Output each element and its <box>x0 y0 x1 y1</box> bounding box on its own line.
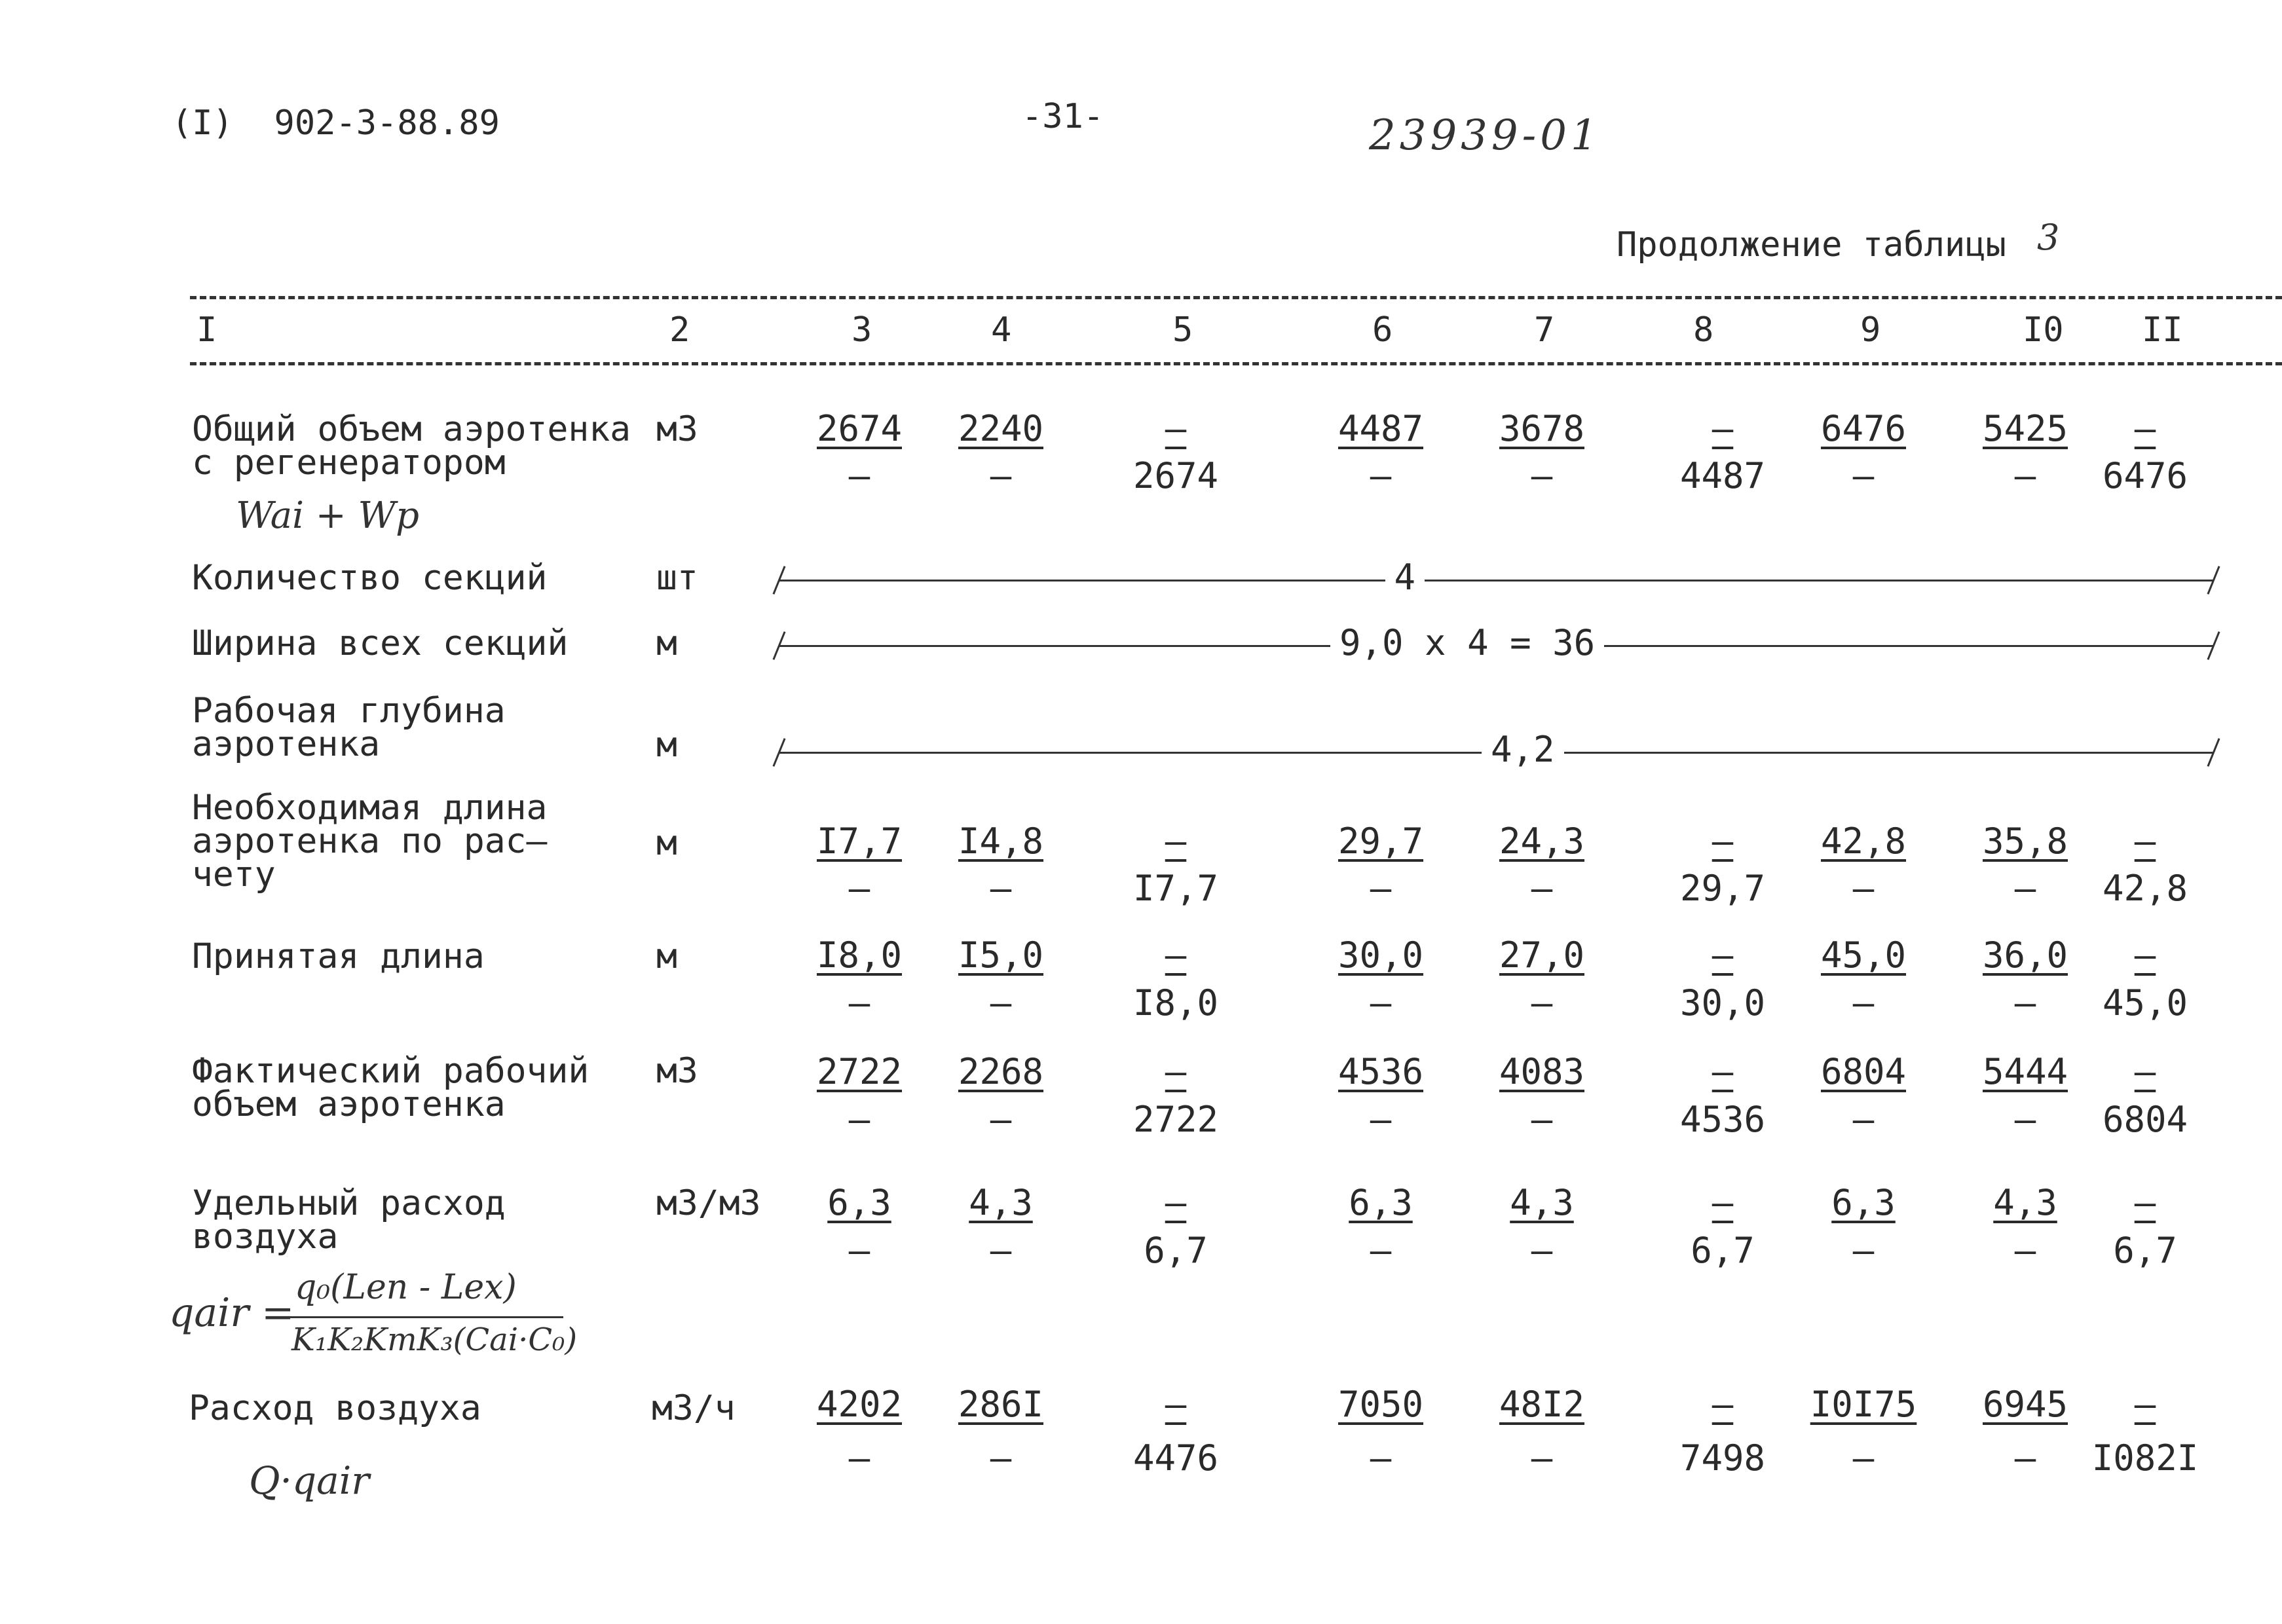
value-bottom-cell: – <box>1531 1230 1553 1271</box>
formula-numerator: q₀(Len - Lex) <box>295 1268 517 1307</box>
value-bottom-cell: – <box>848 868 870 909</box>
formula-fraction-bar <box>288 1316 563 1318</box>
value-bottom-cell: – <box>990 868 1012 909</box>
value-top-cell: 35,8 <box>1982 821 2068 862</box>
value-top-cell: – <box>1712 1051 1734 1092</box>
row-unit: шт <box>656 558 698 598</box>
value-bottom-cell: – <box>990 1437 1012 1479</box>
value-bottom-cell: I082I <box>2091 1437 2199 1479</box>
value-top-cell: 2674 <box>816 408 903 449</box>
value-top-cell: 48I2 <box>1499 1384 1585 1425</box>
value-top-cell: – <box>1165 934 1187 976</box>
value-bottom-cell: 45,0 <box>2102 982 2188 1024</box>
value-top-cell: 4536 <box>1337 1051 1424 1092</box>
value-bottom-cell: – <box>1852 1099 1875 1140</box>
continuation-number: 3 <box>2037 217 2060 258</box>
header-top-rule <box>190 296 2282 299</box>
document-code: (I) 902-3-88.89 <box>172 103 500 143</box>
value-bottom-cell: – <box>848 982 870 1024</box>
row-unit: м3/ч <box>652 1388 736 1428</box>
value-top-cell: 4487 <box>1337 408 1424 449</box>
value-bottom-cell: – <box>1370 868 1392 909</box>
value-bottom-cell: – <box>1852 982 1875 1024</box>
value-top-cell: 6,3 <box>1349 1182 1413 1223</box>
column-header-10: I0 <box>2023 310 2064 350</box>
value-bottom-cell: 2722 <box>1132 1099 1219 1140</box>
row-label: Удельный расход воздуха <box>192 1183 506 1257</box>
row-unit: м <box>656 823 677 863</box>
value-bottom-cell: – <box>1531 1437 1553 1479</box>
value-top-cell: 4202 <box>816 1384 903 1425</box>
value-top-cell: 4,3 <box>1510 1182 1574 1223</box>
value-top-cell: 4,3 <box>969 1182 1033 1223</box>
value-bottom-cell: 42,8 <box>2102 868 2188 909</box>
value-top-cell: 6804 <box>1820 1051 1907 1092</box>
value-top-cell: – <box>1712 934 1734 976</box>
value-top-cell: – <box>1712 1182 1734 1223</box>
value-bottom-cell: – <box>848 1099 870 1140</box>
value-bottom-cell: 30,0 <box>1679 982 1766 1024</box>
value-bottom-cell: – <box>1370 455 1392 496</box>
value-bottom-cell: 4476 <box>1132 1437 1219 1479</box>
row-label: Необходимая длина аэротенка по рас– чету <box>192 788 548 895</box>
value-top-cell: – <box>1165 1384 1187 1425</box>
value-top-cell: 6,3 <box>827 1182 891 1223</box>
value-bottom-cell: – <box>1852 455 1875 496</box>
value-bottom-cell: – <box>1370 1230 1392 1271</box>
value-bottom-cell: – <box>990 455 1012 496</box>
stamp-number: 23939-01 <box>1369 111 1601 160</box>
header-bottom-rule <box>190 362 2282 365</box>
column-header-7: 7 <box>1534 310 1555 350</box>
column-header-6: 6 <box>1372 310 1393 350</box>
value-top-cell: 6945 <box>1982 1384 2068 1425</box>
value-top-cell: 30,0 <box>1337 934 1424 976</box>
value-top-cell: I8,0 <box>816 934 903 976</box>
value-bottom-cell: – <box>1370 1437 1392 1479</box>
value-top-cell: – <box>1712 821 1734 862</box>
value-bottom-cell: – <box>2014 1230 2036 1271</box>
value-bottom-cell: – <box>990 1230 1012 1271</box>
value-top-cell: 5444 <box>1982 1051 2068 1092</box>
value-top-cell: 286I <box>958 1384 1044 1425</box>
value-top-cell: – <box>2134 1051 2156 1092</box>
value-bottom-cell: 4536 <box>1679 1099 1766 1140</box>
span-line <box>779 580 2214 581</box>
value-top-cell: – <box>1165 1051 1187 1092</box>
value-bottom-cell: – <box>1370 1099 1392 1140</box>
value-top-cell: 2722 <box>816 1051 903 1092</box>
column-header-8: 8 <box>1693 310 1714 350</box>
row-label: Расход воздуха <box>189 1388 481 1428</box>
value-bottom-cell: – <box>1531 455 1553 496</box>
value-top-cell: 6476 <box>1820 408 1907 449</box>
value-top-cell: 45,0 <box>1820 934 1907 976</box>
value-bottom-cell: 29,7 <box>1679 868 1766 909</box>
value-top-cell: I0I75 <box>1810 1384 1917 1425</box>
value-top-cell: 5425 <box>1982 408 2068 449</box>
row-label: Ширина всех секций <box>192 623 569 663</box>
value-top-cell: I5,0 <box>958 934 1044 976</box>
row-unit: м <box>656 623 677 663</box>
row-unit: м <box>656 936 677 976</box>
formula-air-flow: Q·qair <box>249 1458 369 1503</box>
column-header-2: 2 <box>669 310 690 350</box>
value-top-cell: 2240 <box>958 408 1044 449</box>
value-top-cell: – <box>1712 1384 1734 1425</box>
formula-volume: Wai + Wp <box>236 494 419 537</box>
value-bottom-cell: I8,0 <box>1132 982 1219 1024</box>
value-bottom-cell: – <box>990 1099 1012 1140</box>
column-header-4: 4 <box>991 310 1012 350</box>
value-top-cell: – <box>1712 408 1734 449</box>
row-unit: м <box>656 725 677 765</box>
value-bottom-cell: 2674 <box>1132 455 1219 496</box>
value-bottom-cell: 6,7 <box>1691 1230 1755 1271</box>
value-bottom-cell: – <box>1852 1437 1875 1479</box>
row-unit: м3/м3 <box>656 1183 761 1223</box>
value-bottom-cell: – <box>1852 1230 1875 1271</box>
value-top-cell: – <box>2134 821 2156 862</box>
value-top-cell: – <box>2134 1182 2156 1223</box>
row-unit: м3 <box>656 1051 698 1091</box>
value-bottom-cell: I7,7 <box>1132 868 1219 909</box>
value-bottom-cell: – <box>2014 1437 2036 1479</box>
value-top-cell: 24,3 <box>1499 821 1585 862</box>
value-bottom-cell: – <box>1852 868 1875 909</box>
formula-denominator: K₁K₂KтK₃(Cai·C₀) <box>291 1321 578 1358</box>
value-bottom-cell: – <box>848 1230 870 1271</box>
value-top-cell: – <box>1165 821 1187 862</box>
value-top-cell: 29,7 <box>1337 821 1424 862</box>
row-label: Общий объем аэротенка с регенератором <box>192 409 631 483</box>
value-top-cell: 6,3 <box>1831 1182 1896 1223</box>
row-label: Принятая длина <box>192 936 485 976</box>
value-top-cell: I4,8 <box>958 821 1044 862</box>
value-bottom-cell: – <box>2014 1099 2036 1140</box>
value-top-cell: 36,0 <box>1982 934 2068 976</box>
value-top-cell: 4,3 <box>1993 1182 2057 1223</box>
value-top-cell: 3678 <box>1499 408 1585 449</box>
value-top-cell: – <box>1165 408 1187 449</box>
formula-lhs: qair = <box>169 1290 295 1336</box>
span-value: 4,2 <box>1482 732 1564 767</box>
value-top-cell: 2268 <box>958 1051 1044 1092</box>
value-bottom-cell: 6,7 <box>1144 1230 1208 1271</box>
value-bottom-cell: – <box>1370 982 1392 1024</box>
column-header-11: II <box>2142 310 2183 350</box>
value-top-cell: – <box>2134 1384 2156 1425</box>
value-top-cell: 4083 <box>1499 1051 1585 1092</box>
column-header-1: I <box>196 310 217 350</box>
value-bottom-cell: – <box>1531 1099 1553 1140</box>
value-bottom-cell: – <box>848 455 870 496</box>
page-number: -31- <box>1022 97 1104 136</box>
span-value: 4 <box>1385 560 1425 595</box>
value-top-cell: – <box>1165 1182 1187 1223</box>
continuation-label: Продолжение таблицы <box>1617 225 2006 265</box>
value-bottom-cell: – <box>1531 982 1553 1024</box>
column-header-3: 3 <box>851 310 872 350</box>
value-bottom-cell: – <box>2014 982 2036 1024</box>
value-bottom-cell: 4487 <box>1679 455 1766 496</box>
value-top-cell: I7,7 <box>816 821 903 862</box>
span-value: 9,0 х 4 = 36 <box>1330 625 1604 661</box>
value-bottom-cell: 6476 <box>2102 455 2188 496</box>
value-bottom-cell: – <box>2014 868 2036 909</box>
value-bottom-cell: 6,7 <box>2113 1230 2177 1271</box>
row-label: Количество секций <box>192 558 548 598</box>
value-bottom-cell: – <box>2014 455 2036 496</box>
value-top-cell: 27,0 <box>1499 934 1585 976</box>
value-bottom-cell: – <box>1531 868 1553 909</box>
row-label: Фактический рабочий объем аэротенка <box>192 1051 589 1124</box>
row-unit: м3 <box>656 409 698 449</box>
value-top-cell: 42,8 <box>1820 821 1907 862</box>
value-bottom-cell: – <box>990 982 1012 1024</box>
value-top-cell: 7050 <box>1337 1384 1424 1425</box>
row-label: Рабочая глубина аэротенка <box>192 691 506 764</box>
value-bottom-cell: 6804 <box>2102 1099 2188 1140</box>
value-top-cell: – <box>2134 408 2156 449</box>
column-header-9: 9 <box>1860 310 1881 350</box>
value-top-cell: – <box>2134 934 2156 976</box>
value-bottom-cell: 7498 <box>1679 1437 1766 1479</box>
column-header-5: 5 <box>1172 310 1193 350</box>
value-bottom-cell: – <box>848 1437 870 1479</box>
